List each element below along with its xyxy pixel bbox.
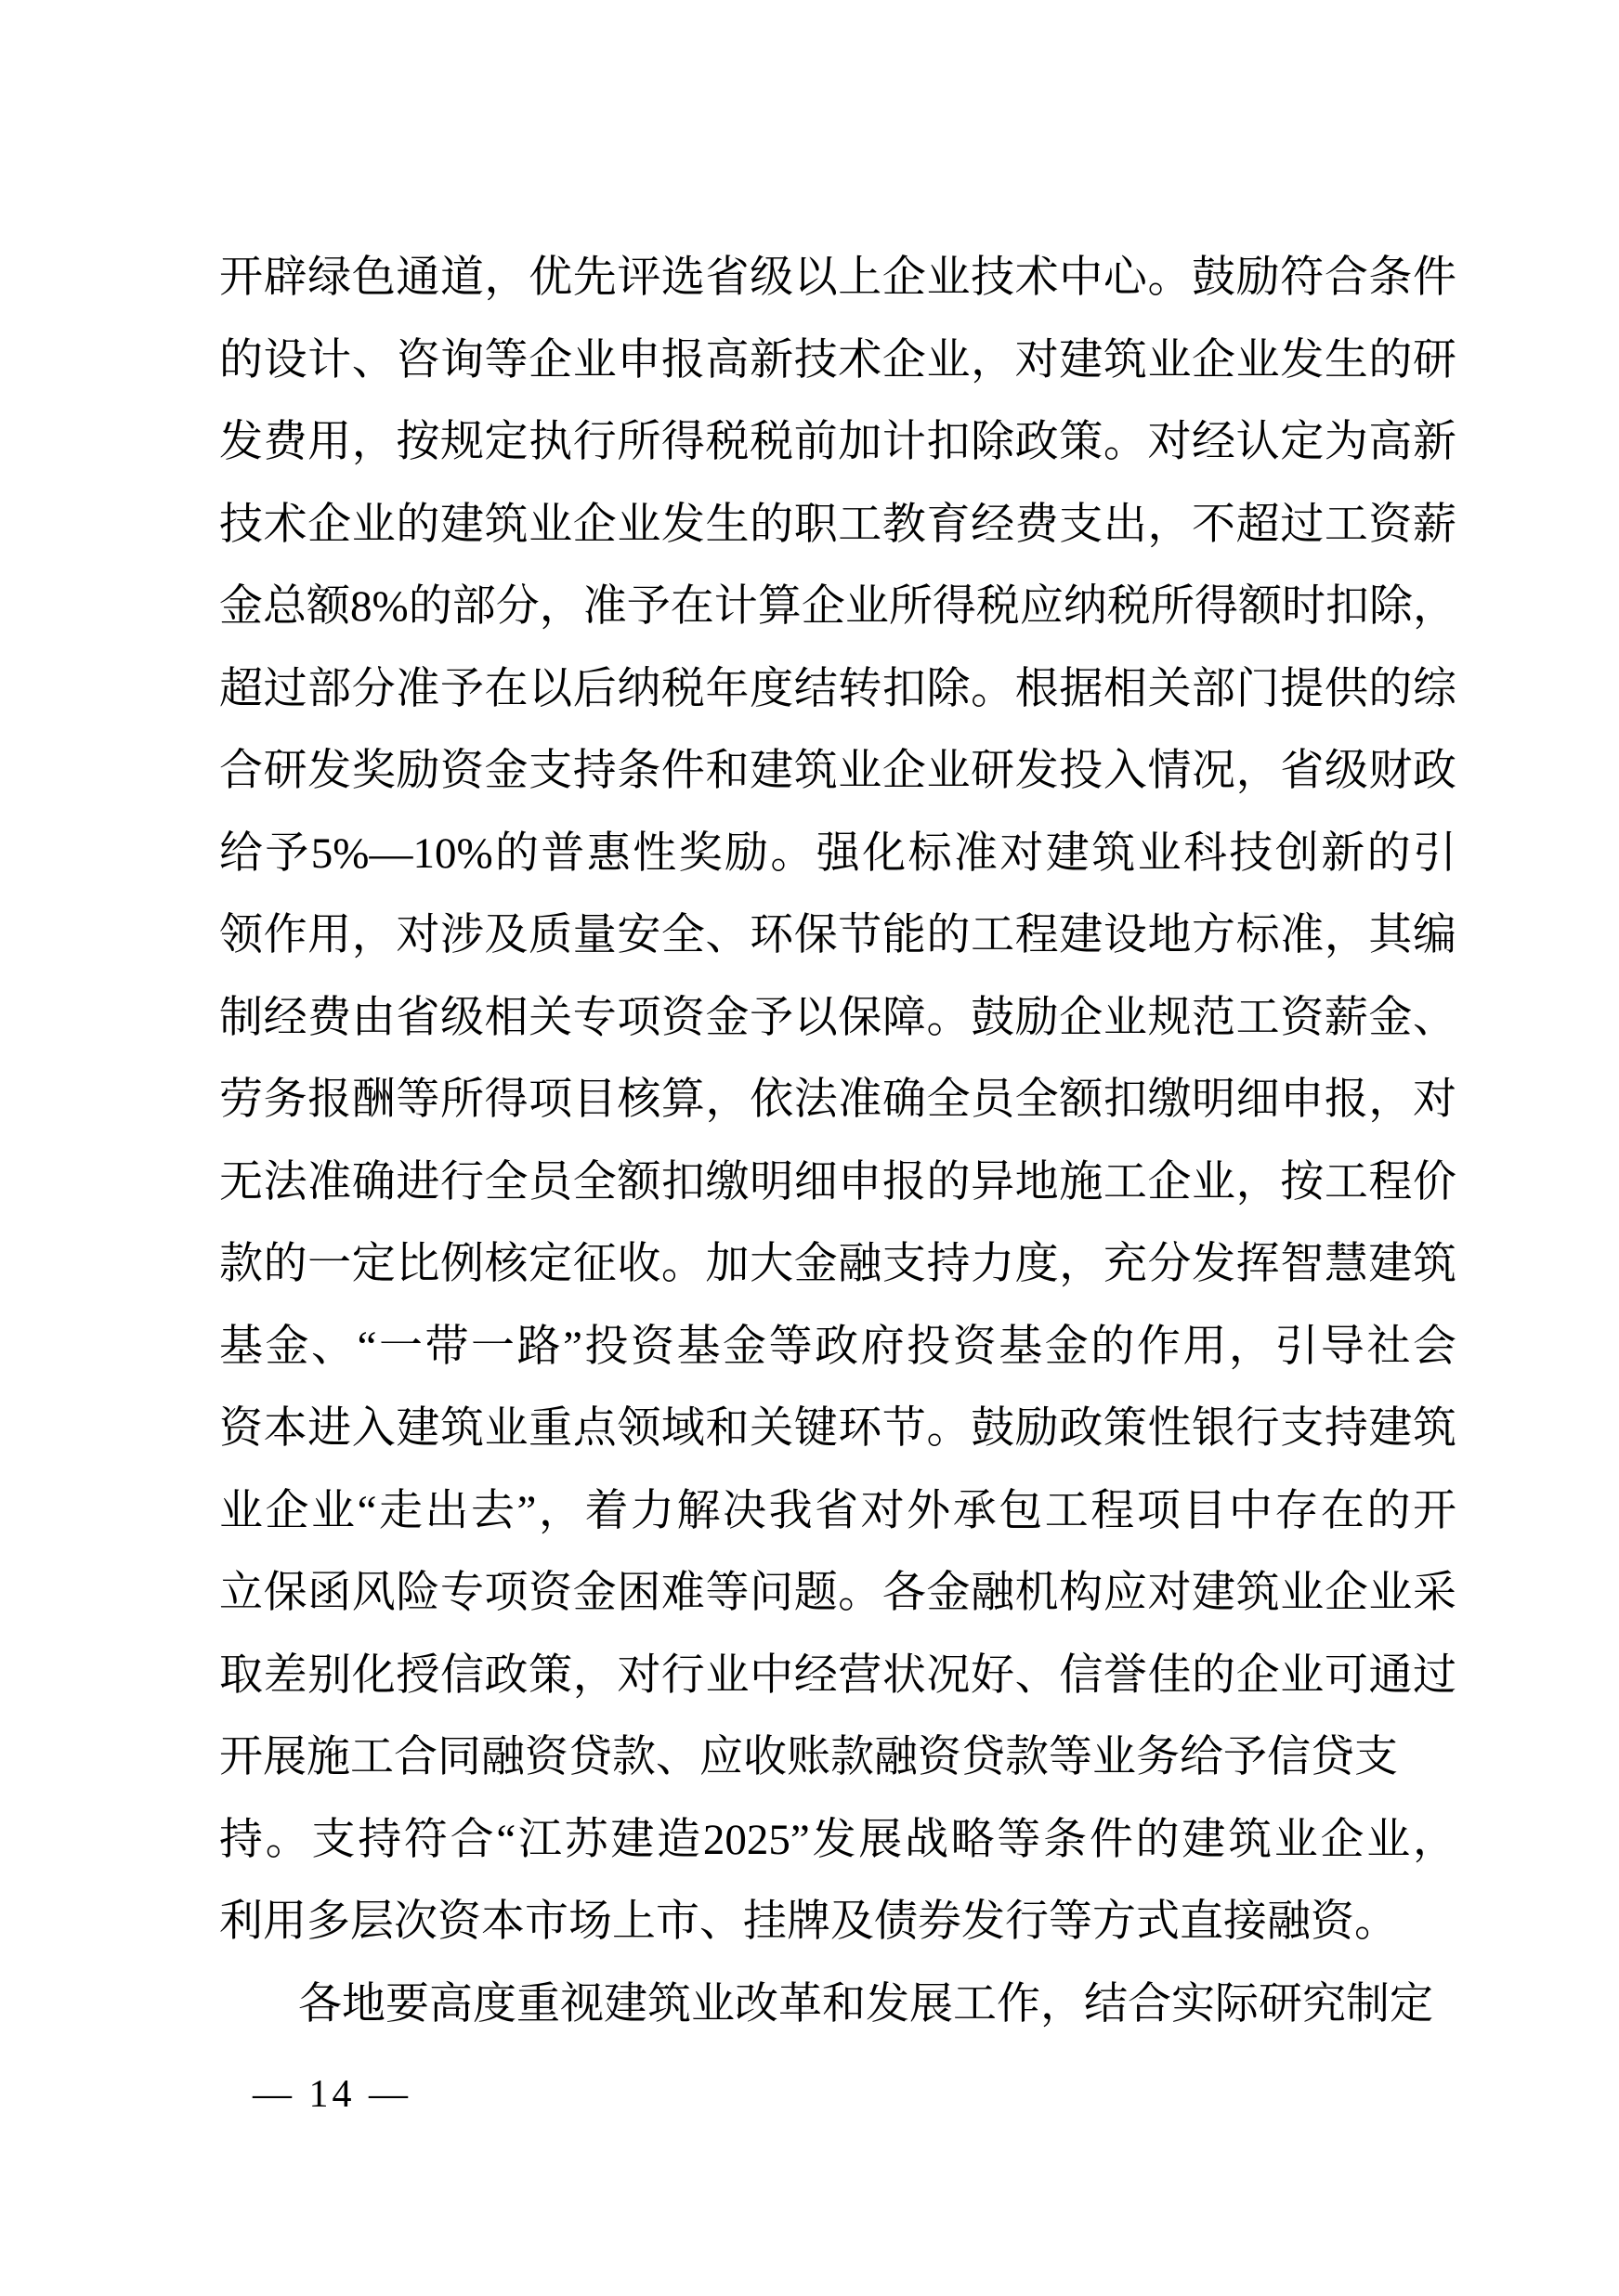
text-line: 开展施工合同融资贷款、应收账款融资贷款等业务给予信贷支: [219, 1733, 1398, 1781]
text-line: 立保函风险专项资金困难等问题。各金融机构应对建筑业企业采: [219, 1569, 1456, 1617]
text-line: 领作用，对涉及质量安全、环保节能的工程建设地方标准，其编: [219, 911, 1456, 959]
text-line: 无法准确进行全员全额扣缴明细申报的异地施工企业，按工程价: [219, 1157, 1456, 1207]
text-line: 业企业“走出去”，着力解决我省对外承包工程项目中存在的开: [219, 1486, 1456, 1535]
text-line: 技术企业的建筑业企业发生的职工教育经费支出，不超过工资薪: [219, 500, 1456, 549]
text-line: 利用多层次资本市场上市、挂牌及债券发行等方式直接融资。: [219, 1898, 1398, 1946]
text-line: 的设计、咨询等企业申报高新技术企业，对建筑业企业发生的研: [219, 335, 1456, 385]
text-line: 基金、“一带一路”投资基金等政府投资基金的作用，引导社会: [219, 1322, 1456, 1371]
page-number: — 14 —: [253, 2073, 411, 2116]
text-line: 款的一定比例核定征收。加大金融支持力度，充分发挥智慧建筑: [219, 1240, 1456, 1288]
text-line: 持。支持符合“江苏建造2025”发展战略等条件的建筑业企业，: [219, 1815, 1456, 1864]
text-line: 资本进入建筑业重点领域和关键环节。鼓励政策性银行支持建筑: [219, 1404, 1456, 1453]
document-body: [219, 237, 1456, 2045]
text-line: 发费用，按规定执行所得税税前加计扣除政策。对经认定为高新: [219, 418, 1456, 466]
text-line: 开辟绿色通道，优先评选省级以上企业技术中心。鼓励符合条件: [219, 254, 1456, 302]
text-line: 制经费由省级相关专项资金予以保障。鼓励企业规范工资薪金、: [219, 993, 1456, 1042]
text-line: 合研发奖励资金支持条件和建筑业企业研发投入情况，省级财政: [219, 747, 1456, 795]
text-line: 金总额8%的部分，准予在计算企业所得税应纳税所得额时扣除，: [219, 582, 1456, 631]
text-line: 给予5%—10%的普惠性奖励。强化标准对建筑业科技创新的引: [219, 828, 1456, 878]
text-line: 超过部分准予在以后纳税年度结转扣除。根据相关部门提供的综: [219, 664, 1456, 713]
text-line: 各地要高度重视建筑业改革和发展工作，结合实际研究制定: [298, 1979, 1433, 2029]
text-line: 劳务报酬等所得项目核算，依法准确全员全额扣缴明细申报，对: [219, 1076, 1456, 1124]
text-line: 取差别化授信政策，对行业中经营状况好、信誉佳的企业可通过: [219, 1650, 1456, 1700]
